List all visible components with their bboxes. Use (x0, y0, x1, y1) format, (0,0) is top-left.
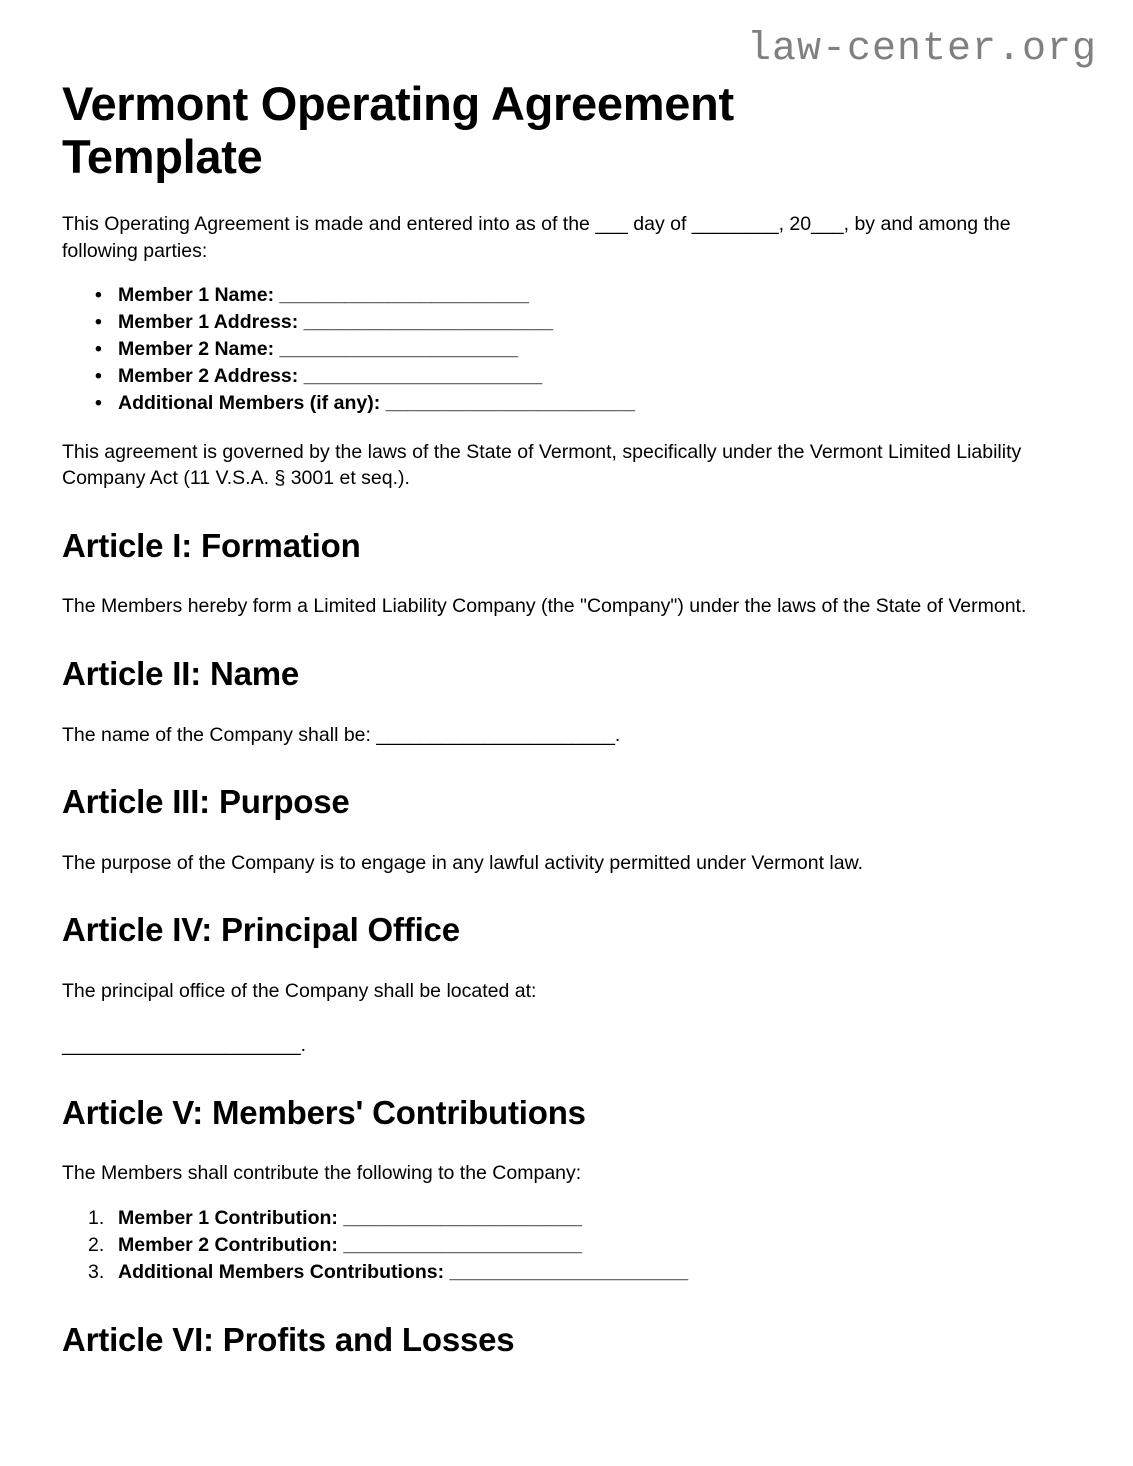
article-section-formation (62, 526, 1072, 620)
article-heading: Article VI: Profits and Losses (62, 1320, 515, 1358)
article-section-principal-office (62, 910, 1072, 1059)
parties-list (62, 282, 1072, 417)
list-item: • Member 1 Address: _______________________ (62, 309, 1072, 336)
document-body (62, 78, 1072, 1387)
article-body: The name of the Company shall be: ______________________. (62, 723, 621, 746)
intro-paragraph: This Operating Agreement is made and entered into as of the ___ day of ________, 20___, by and among the following parties: (62, 213, 1011, 262)
article-heading: Article I: Formation (62, 526, 361, 564)
article-body: The purpose of the Company is to engage in any lawful activity permitted under Vermont law. (62, 851, 864, 874)
article-section-name (62, 654, 1072, 748)
list-item: Member 1 Contribution: ______________________ (118, 1206, 582, 1229)
list-item: • Additional Members (if any): _______________________ (62, 390, 1072, 417)
article-section-profits-and-losses (62, 1320, 1072, 1360)
article-section-contributions (62, 1093, 1072, 1286)
list-item: Member 2 Contribution: ______________________ (118, 1233, 582, 1256)
article-body: The Members hereby form a Limited Liability Company (the "Company") under the laws of the State of Vermont. (62, 595, 1027, 618)
list-item: Additional Members Contributions: ______________________ (118, 1260, 689, 1283)
article-heading: Article II: Name (62, 654, 300, 692)
site-watermark: law-center.org (746, 27, 1097, 72)
article-heading: Article III: Purpose (62, 783, 350, 821)
article-body: The principal office of the Company shall be located at: (62, 979, 537, 1002)
list-item: • Member 2 Address: ______________________ (62, 363, 1072, 390)
contributions-list (62, 1205, 1072, 1286)
article-heading: Article IV: Principal Office (62, 911, 460, 949)
page-title: Vermont Operating Agreement Template (62, 77, 734, 183)
governing-law-paragraph: This agreement is governed by the laws of the State of Vermont, specifically under the Vermont Limited Liability Company Act (11 V.S.A. § 3001 et seq.). (62, 440, 1022, 490)
article-heading: Article V: Members' Contributions (62, 1093, 586, 1131)
list-item: • Member 2 Name: ______________________ (62, 336, 1072, 363)
list-item: • Member 1 Name: _______________________ (62, 282, 1072, 309)
article-section-purpose (62, 782, 1072, 876)
principal-office-blank: ______________________. (62, 1034, 307, 1057)
article-body: The Members shall contribute the following to the Company: (62, 1162, 582, 1185)
